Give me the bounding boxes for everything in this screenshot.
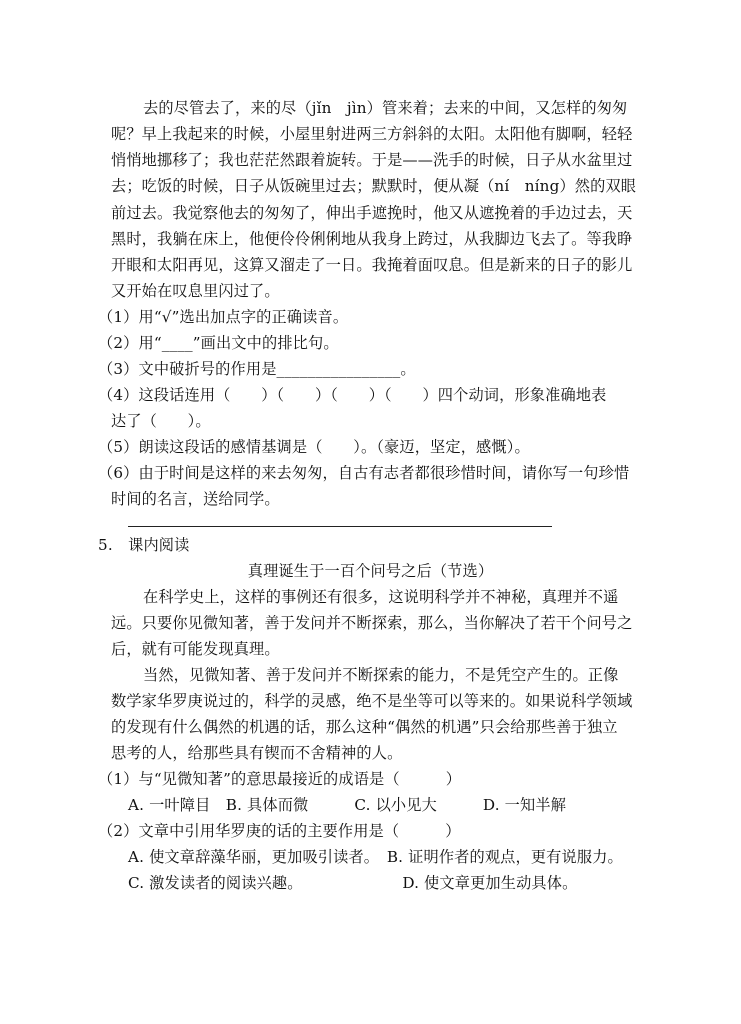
- passage-line-4: 去；吃饭的时候，日子从饭碗里过去；默默时，便从凝（ní níng）然的双眼: [111, 177, 637, 195]
- passage-line-8: 又开始在叹息里闪过了。: [111, 282, 280, 300]
- section5-question-1: （1）与“见微知著”的意思最接近的成语是（ ）: [98, 770, 462, 788]
- question-3: （3）文中破折号的作用是________________。: [98, 360, 416, 378]
- passage-line-2: 呢？早上我起来的时候，小屋里射进两三方斜斜的太阳。太阳他有脚啊，轻轻: [111, 125, 633, 143]
- question-6-line-1: （6）由于时间是这样的来去匆匆，自古有志者都很珍惜时间，请你写一句珍惜: [98, 464, 630, 482]
- section5-question-1-options: A. 一叶障目 B. 具体而微 C. 以小见大 D. 一知半解: [128, 796, 567, 814]
- reading-line-1: 在科学史上，这样的事例还有很多，这说明科学并不神秘，真理并不遥: [143, 588, 619, 606]
- passage-title: 真理诞生于一百个问号之后（节选）: [247, 562, 494, 580]
- section5-question-2-options-cd: C. 激发读者的阅读兴趣。 D. 使文章更加生动具体。: [128, 874, 578, 892]
- answer-line: [128, 526, 552, 527]
- section5-question-2-options-ab: A. 使文章辞藻华丽，更加吸引读者。 B. 证明作者的观点，更有说服力。: [128, 848, 623, 866]
- question-5: （5）朗读这段话的感情基调是（ ）。（豪迈，坚定，感慨）。: [98, 438, 530, 456]
- question-6-line-2: 时间的名言，送给同学。: [111, 490, 280, 508]
- reading-line-3: 后，就有可能发现真理。: [111, 640, 280, 658]
- passage-line-7: 开眼和太阳再见，这算又溜走了一日。我掩着面叹息。但是新来的日子的影儿: [111, 256, 633, 274]
- reading-line-4: 当然，见微知著、善于发问并不断探索的能力，不是凭空产生的。正像: [143, 666, 619, 684]
- question-1: （1）用“√”选出加点字的正确读音。: [98, 308, 349, 326]
- passage-line-3: 悄悄地挪移了；我也茫茫然跟着旋转。于是——洗手的时候，日子从水盆里过: [111, 151, 633, 169]
- reading-line-7: 思考的人，给那些具有锲而不舍精神的人。: [111, 744, 403, 762]
- question-2: （2）用“____”画出文中的排比句。: [98, 334, 339, 352]
- passage-line-5: 前过去。我觉察他去的匆匆了，伸出手遮挽时，他又从遮挽着的手边过去，天: [111, 204, 633, 222]
- passage-line-1: 去的尽管去了，来的尽（jǐn jìn）管来着；去来的中间，又怎样的匆匆: [143, 99, 628, 117]
- reading-line-2: 远。只要你见微知著，善于发问并不断探索，那么，当你解决了若干个问号之: [111, 614, 633, 632]
- passage-line-6: 黑时，我躺在床上，他便伶伶俐俐地从我身上跨过，从我脚边飞去了。等我睁: [111, 230, 633, 248]
- question-4-line-1: （4）这段话连用（ ）（ ）（ ）（ ）四个动词，形象准确地表: [98, 386, 607, 404]
- question-4-line-2: 达了（ ）。: [111, 412, 211, 430]
- section5-question-2: （2）文章中引用华罗庚的话的主要作用是（ ）: [98, 822, 461, 840]
- section-heading: 5. 课内阅读: [98, 536, 190, 554]
- reading-line-5: 数学家华罗庚说过的，科学的灵感，绝不是坐等可以等来的。如果说科学领域: [111, 692, 633, 710]
- reading-line-6: 的发现有什么偶然的机遇的话，那么这种“偶然的机遇”只会给那些善于独立: [111, 718, 618, 736]
